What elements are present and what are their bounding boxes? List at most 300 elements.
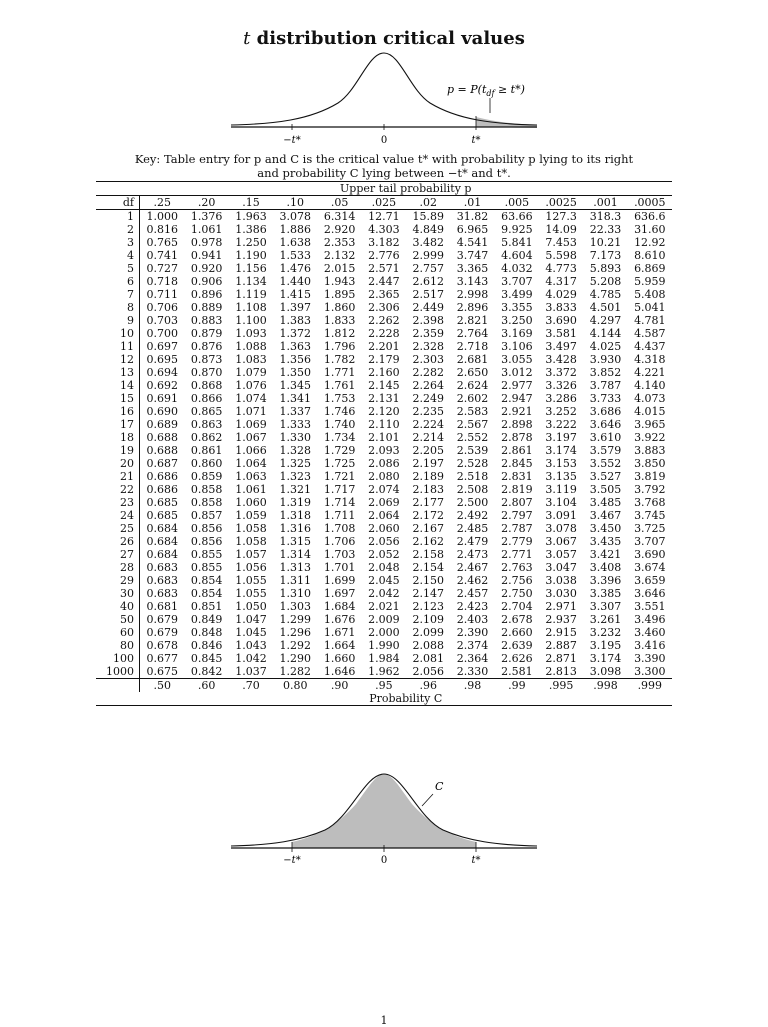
p-header-cell: .05 <box>317 196 361 210</box>
critical-value-cell: 1.771 <box>323 366 356 379</box>
table-row <box>96 392 672 405</box>
critical-value-cell: 3.482 <box>412 236 444 249</box>
critical-value-cell: 1.058 <box>235 535 267 548</box>
critical-value-cell: 1.321 <box>279 483 312 496</box>
critical-value-cell: 0.711 <box>146 288 178 301</box>
critical-value-cell: 2.500 <box>456 496 489 509</box>
critical-value-cell: 2.612 <box>412 275 444 288</box>
critical-value-cell: 3.106 <box>501 340 533 353</box>
c-footer-cell: .999 <box>628 679 672 693</box>
critical-value-cell: 5.041 <box>634 301 666 314</box>
critical-value-cell: 2.921 <box>501 405 533 418</box>
critical-value-cell: 2.264 <box>412 379 444 392</box>
critical-value-cell: 2.771 <box>501 548 533 561</box>
critical-value-cell: 3.326 <box>545 379 577 392</box>
critical-value-cell: 1.676 <box>323 613 356 626</box>
critical-value-cell: 14.09 <box>545 223 577 236</box>
critical-value-cell: 3.078 <box>273 210 317 224</box>
critical-value-cell: 4.029 <box>545 288 577 301</box>
critical-value-cell: 2.154 <box>412 561 444 574</box>
tail-probability-formula <box>447 83 525 98</box>
critical-value-cell: 2.056 <box>412 665 444 678</box>
critical-value-cell: 0.703 <box>146 314 178 327</box>
critical-value-cell: 0.849 <box>190 613 223 626</box>
critical-value-cell: 5.208 <box>589 275 622 288</box>
critical-value-cell: 1.963 <box>229 210 273 224</box>
critical-value-cell: 2.150 <box>412 574 444 587</box>
critical-value-cell: 3.659 <box>634 574 666 587</box>
table-row <box>96 301 672 314</box>
critical-value-cell: 22.33 <box>589 223 622 236</box>
critical-value-cell: 0.765 <box>146 236 178 249</box>
critical-value-cell: 2.861 <box>501 444 533 457</box>
critical-value-cell: 1.753 <box>323 392 356 405</box>
critical-value-cell: 1.943 <box>323 275 356 288</box>
critical-value-cell: 2.189 <box>412 470 444 483</box>
df-cell: 60 <box>96 626 140 639</box>
df-cell: 28 <box>96 561 140 574</box>
critical-value-cell: 1.056 <box>235 561 267 574</box>
table-row <box>96 535 672 548</box>
critical-value-cell: 3.261 <box>589 613 622 626</box>
df-cell: 80 <box>96 639 140 652</box>
p-header-cell: .01 <box>450 196 494 210</box>
critical-value-cell: 2.485 <box>456 522 489 535</box>
critical-value-cell: 1.711 <box>323 509 356 522</box>
critical-value-cell: 2.177 <box>412 496 444 509</box>
critical-value-cell: 1.043 <box>235 639 267 652</box>
critical-value-cell: 1.664 <box>323 639 356 652</box>
critical-value-cell: 2.224 <box>412 418 444 431</box>
critical-value-cell: 3.768 <box>634 496 666 509</box>
critical-value-cell: 1.042 <box>235 652 267 665</box>
critical-value-cell: 2.045 <box>368 574 400 587</box>
critical-value-cell: 1.761 <box>323 379 356 392</box>
critical-value-cell: 2.021 <box>368 600 400 613</box>
critical-value-cell: 0.855 <box>190 561 223 574</box>
table-row <box>96 379 672 392</box>
critical-value-cell: 3.646 <box>634 587 666 600</box>
critical-value-cell: 2.750 <box>501 587 533 600</box>
critical-value-cell: 3.850 <box>634 457 666 470</box>
critical-value-cell: 0.683 <box>146 587 178 600</box>
critical-value-cell: 1.190 <box>235 249 267 262</box>
critical-value-cell: 10.21 <box>589 236 622 249</box>
critical-value-cell: 1.134 <box>235 275 267 288</box>
critical-value-cell: 2.330 <box>456 665 489 678</box>
critical-value-cell: 2.214 <box>412 431 444 444</box>
critical-value-cell: 4.849 <box>412 223 444 236</box>
critical-value-cell: 2.364 <box>456 652 489 665</box>
critical-value-cell: 1.319 <box>279 496 312 509</box>
critical-value-cell: 2.473 <box>456 548 489 561</box>
table-row <box>96 431 672 444</box>
critical-value-cell: 2.937 <box>545 613 577 626</box>
critical-value-cell: 1.311 <box>279 574 312 587</box>
critical-value-cell: 0.906 <box>190 275 223 288</box>
critical-value-cell: 0.689 <box>146 418 178 431</box>
critical-value-cell: 0.691 <box>146 392 178 405</box>
critical-value-cell: 3.467 <box>589 509 622 522</box>
df-cell: 100 <box>96 652 140 665</box>
critical-value-cell: 1.071 <box>235 405 267 418</box>
critical-value-cell: 3.390 <box>634 652 666 665</box>
critical-value-cell: 3.104 <box>545 496 577 509</box>
df-cell: 22 <box>96 483 140 496</box>
critical-value-cell: 3.646 <box>589 418 622 431</box>
df-cell: 12 <box>96 353 140 366</box>
df-cell: 2 <box>96 223 140 236</box>
critical-value-cell: 3.496 <box>634 613 666 626</box>
critical-value-cell: 3.674 <box>634 561 666 574</box>
critical-value-cell: 2.015 <box>323 262 356 275</box>
critical-value-cell: 2.807 <box>501 496 533 509</box>
critical-value-cell: 2.678 <box>501 613 533 626</box>
critical-value-cell: 2.131 <box>368 392 400 405</box>
upper-tail-caption: Upper tail probability p <box>140 182 673 196</box>
critical-value-cell: 2.145 <box>368 379 400 392</box>
critical-value-cell: 2.681 <box>456 353 489 366</box>
critical-value-cell: 4.032 <box>501 262 533 275</box>
critical-value-cell: 1.721 <box>323 470 356 483</box>
formula-rest: ≥ t*) <box>494 83 525 96</box>
critical-value-cell: 2.626 <box>501 652 533 665</box>
critical-value-cell: 2.162 <box>412 535 444 548</box>
critical-value-cell: 3.428 <box>545 353 577 366</box>
critical-value-cell: 2.756 <box>501 574 533 587</box>
critical-value-cell: 2.704 <box>501 600 533 613</box>
critical-value-cell: 2.081 <box>412 652 444 665</box>
table-row <box>96 262 672 275</box>
critical-value-cell: 1.058 <box>235 522 267 535</box>
label-pos-t-bottom: t* <box>471 855 481 866</box>
critical-value-cell: 1.037 <box>235 665 267 678</box>
critical-value-cell: 2.390 <box>456 626 489 639</box>
critical-value-cell: 2.303 <box>412 353 444 366</box>
critical-value-cell: 2.492 <box>456 509 489 522</box>
critical-value-cell: 1.296 <box>279 626 312 639</box>
table-row <box>96 223 672 236</box>
critical-value-cell: 1.714 <box>323 496 356 509</box>
critical-value-cell: 1.895 <box>323 288 356 301</box>
critical-value-cell: 2.262 <box>368 314 400 327</box>
label-neg-t: −t* <box>283 135 301 146</box>
critical-value-cell: 2.567 <box>456 418 489 431</box>
table-row <box>96 444 672 457</box>
critical-value-cell: 1.069 <box>235 418 267 431</box>
critical-value-cell: 0.706 <box>146 301 178 314</box>
critical-value-cell: 3.222 <box>545 418 577 431</box>
c-footer-cell: .96 <box>406 679 450 693</box>
critical-value-cell: 2.009 <box>368 613 400 626</box>
df-cell: 7 <box>96 288 140 301</box>
critical-value-cell: 0.858 <box>190 483 223 496</box>
upper-caption-row <box>96 182 672 196</box>
c-pointer-line <box>422 794 433 806</box>
table-row <box>96 470 672 483</box>
footer-blank-cell <box>96 679 140 693</box>
critical-value-cell: 1.533 <box>279 249 312 262</box>
critical-value-cell: 0.687 <box>146 457 178 470</box>
p-header-row <box>96 196 672 210</box>
critical-value-cell: 1.646 <box>323 665 356 678</box>
critical-value-cell: 2.228 <box>368 327 400 340</box>
critical-value-cell: 2.093 <box>368 444 400 457</box>
critical-value-cell: 1.860 <box>323 301 356 314</box>
p-header-cell: .0025 <box>539 196 583 210</box>
central-area-figure <box>0 770 768 870</box>
critical-value-cell: 2.088 <box>412 639 444 652</box>
df-cell: 40 <box>96 600 140 613</box>
critical-value-cell: 7.173 <box>589 249 622 262</box>
critical-value-cell: 4.221 <box>634 366 666 379</box>
critical-value-cell: 0.679 <box>146 626 178 639</box>
df-cell: 16 <box>96 405 140 418</box>
critical-value-cell: 2.462 <box>456 574 489 587</box>
critical-value-cell: 1.990 <box>368 639 400 652</box>
p-header-cell: .15 <box>229 196 273 210</box>
critical-value-cell: 1.057 <box>235 548 267 561</box>
df-cell: 5 <box>96 262 140 275</box>
critical-value-cell: 2.306 <box>368 301 400 314</box>
critical-value-cell: 1.316 <box>279 522 312 535</box>
critical-value-cell: 2.167 <box>412 522 444 535</box>
critical-value-cell: 1.376 <box>185 210 229 224</box>
table-row <box>96 509 672 522</box>
critical-value-cell: 2.235 <box>412 405 444 418</box>
critical-value-cell: 4.781 <box>634 314 666 327</box>
critical-value-cell: 2.871 <box>545 652 577 665</box>
critical-value-cell: 2.282 <box>412 366 444 379</box>
critical-value-cell: 0.684 <box>146 548 178 561</box>
t-critical-values-table <box>96 181 672 706</box>
critical-value-cell: 31.82 <box>450 210 494 224</box>
critical-value-cell: 0.727 <box>146 262 178 275</box>
critical-value-cell: 0.856 <box>190 522 223 535</box>
critical-value-cell: 2.374 <box>456 639 489 652</box>
critical-value-cell: 1.290 <box>279 652 312 665</box>
critical-value-cell: 2.776 <box>368 249 400 262</box>
critical-value-cell: 3.707 <box>501 275 533 288</box>
critical-value-cell: 3.552 <box>589 457 622 470</box>
df-cell: 21 <box>96 470 140 483</box>
critical-value-cell: 3.527 <box>589 470 622 483</box>
df-cell: 18 <box>96 431 140 444</box>
critical-value-cell: 0.683 <box>146 561 178 574</box>
critical-value-cell: 3.057 <box>545 548 577 561</box>
p-header-cell: .005 <box>495 196 539 210</box>
critical-value-cell: 2.110 <box>368 418 400 431</box>
critical-value-cell: 4.437 <box>634 340 666 353</box>
critical-value-cell: 3.819 <box>634 470 666 483</box>
table-row <box>96 613 672 626</box>
critical-value-cell: 1.282 <box>279 665 312 678</box>
critical-value-cell: 2.132 <box>323 249 356 262</box>
critical-value-cell: 2.977 <box>501 379 533 392</box>
critical-value-cell: 1.345 <box>279 379 312 392</box>
critical-value-cell: 1.083 <box>235 353 267 366</box>
critical-value-cell: 0.686 <box>146 483 178 496</box>
critical-value-cell: 3.747 <box>456 249 489 262</box>
key-text <box>96 152 672 180</box>
critical-value-cell: 0.692 <box>146 379 178 392</box>
critical-value-cell: 7.453 <box>545 236 577 249</box>
critical-value-cell: 3.300 <box>634 665 666 678</box>
critical-value-cell: 2.056 <box>368 535 400 548</box>
critical-value-cell: 2.624 <box>456 379 489 392</box>
critical-value-cell: 0.686 <box>146 470 178 483</box>
critical-value-cell: 3.047 <box>545 561 577 574</box>
df-cell: 50 <box>96 613 140 626</box>
critical-value-cell: 5.598 <box>545 249 577 262</box>
critical-value-cell: 0.816 <box>146 223 178 236</box>
critical-value-cell: 1.984 <box>368 652 400 665</box>
table-row <box>96 405 672 418</box>
c-footer-cell: .50 <box>140 679 185 693</box>
critical-value-cell: 0.741 <box>146 249 178 262</box>
df-cell: 3 <box>96 236 140 249</box>
label-c: C <box>435 780 444 793</box>
critical-value-cell: 2.101 <box>368 431 400 444</box>
critical-value-cell: 3.182 <box>368 236 400 249</box>
table-row <box>96 314 672 327</box>
critical-value-cell: 3.930 <box>589 353 622 366</box>
critical-value-cell: 3.055 <box>501 353 533 366</box>
critical-value-cell: 0.842 <box>190 665 223 678</box>
critical-value-cell: 1.325 <box>279 457 312 470</box>
critical-value-cell: 1.476 <box>279 262 312 275</box>
critical-value-cell: 2.787 <box>501 522 533 535</box>
critical-value-cell: 0.978 <box>190 236 223 249</box>
df-cell: 23 <box>96 496 140 509</box>
critical-value-cell: 2.205 <box>412 444 444 457</box>
critical-value-cell: 1.310 <box>279 587 312 600</box>
critical-value-cell: 0.862 <box>190 431 223 444</box>
table-row <box>96 327 672 340</box>
critical-value-cell: 2.998 <box>456 288 489 301</box>
p-header-cell: .20 <box>185 196 229 210</box>
critical-value-cell: 2.064 <box>368 509 400 522</box>
critical-value-cell: 1.074 <box>235 392 267 405</box>
critical-value-cell: 1.341 <box>279 392 312 405</box>
critical-value-cell: 1.383 <box>279 314 312 327</box>
p-header-cell: .025 <box>362 196 406 210</box>
critical-value-cell: 3.579 <box>589 444 622 457</box>
df-cell: 8 <box>96 301 140 314</box>
critical-value-cell: 2.898 <box>501 418 533 431</box>
critical-value-cell: 4.604 <box>501 249 533 262</box>
critical-value-cell: 1.729 <box>323 444 356 457</box>
critical-value-cell: 3.174 <box>589 652 622 665</box>
critical-value-cell: 5.408 <box>634 288 666 301</box>
critical-value-cell: 0.858 <box>190 496 223 509</box>
central-shaded-area <box>292 774 476 848</box>
critical-value-cell: 3.792 <box>634 483 666 496</box>
critical-value-cell: 0.694 <box>146 366 178 379</box>
critical-value-cell: 4.773 <box>545 262 577 275</box>
critical-value-cell: 1.328 <box>279 444 312 457</box>
critical-value-cell: 2.920 <box>323 223 356 236</box>
critical-value-cell: 1.314 <box>279 548 312 561</box>
critical-value-cell: 3.883 <box>634 444 666 457</box>
critical-value-cell: 1.333 <box>279 418 312 431</box>
critical-value-cell: 0.688 <box>146 444 178 457</box>
critical-value-cell: 1.313 <box>279 561 312 574</box>
critical-value-cell: 0.857 <box>190 509 223 522</box>
critical-value-cell: 2.583 <box>456 405 489 418</box>
table-row <box>96 665 672 679</box>
critical-value-cell: 4.303 <box>368 223 400 236</box>
c-footer-cell: .98 <box>450 679 494 693</box>
formula-main: p = P(t <box>447 83 487 96</box>
critical-value-cell: 1.330 <box>279 431 312 444</box>
table-row <box>96 626 672 639</box>
critical-value-cell: 0.889 <box>190 301 223 314</box>
critical-value-cell: 3.610 <box>589 431 622 444</box>
critical-value-cell: 2.779 <box>501 535 533 548</box>
title-text: distribution critical values <box>256 28 525 49</box>
table-row <box>96 457 672 470</box>
critical-value-cell: 1.292 <box>279 639 312 652</box>
c-footer-row <box>96 679 672 693</box>
critical-value-cell: 4.541 <box>456 236 489 249</box>
critical-value-cell: 4.297 <box>589 314 622 327</box>
df-cell: 29 <box>96 574 140 587</box>
critical-value-cell: 1.706 <box>323 535 356 548</box>
critical-value-cell: 3.250 <box>501 314 533 327</box>
critical-value-cell: 3.745 <box>634 509 666 522</box>
critical-value-cell: 9.925 <box>501 223 533 236</box>
table-row <box>96 236 672 249</box>
df-cell: 6 <box>96 275 140 288</box>
table-row <box>96 548 672 561</box>
critical-value-cell: 0.675 <box>146 665 178 678</box>
critical-value-cell: 2.158 <box>412 548 444 561</box>
critical-value-cell: 2.602 <box>456 392 489 405</box>
critical-value-cell: 2.099 <box>412 626 444 639</box>
c-footer-cell: .95 <box>362 679 406 693</box>
critical-value-cell: 1.059 <box>235 509 267 522</box>
critical-value-cell: 0.681 <box>146 600 178 613</box>
critical-value-cell: 2.915 <box>545 626 577 639</box>
critical-value-cell: 0.855 <box>190 548 223 561</box>
critical-value-cell: 0.866 <box>190 392 223 405</box>
critical-value-cell: 0.677 <box>146 652 178 665</box>
critical-value-cell: 3.030 <box>545 587 577 600</box>
critical-value-cell: 1.746 <box>323 405 356 418</box>
critical-value-cell: 0.679 <box>146 613 178 626</box>
critical-value-cell: 1.699 <box>323 574 356 587</box>
critical-value-cell: 1.796 <box>323 340 356 353</box>
critical-value-cell: 6.314 <box>317 210 361 224</box>
table-row <box>96 210 672 224</box>
label-pos-t: t* <box>471 135 481 146</box>
critical-value-cell: 1.350 <box>279 366 312 379</box>
critical-value-cell: 1.156 <box>235 262 267 275</box>
critical-value-cell: 2.249 <box>412 392 444 405</box>
critical-value-cell: 0.685 <box>146 509 178 522</box>
critical-value-cell: 1.303 <box>279 600 312 613</box>
critical-value-cell: 0.865 <box>190 405 223 418</box>
c-footer-cell: .99 <box>495 679 539 693</box>
critical-value-cell: 3.143 <box>456 275 489 288</box>
critical-value-cell: 1.734 <box>323 431 356 444</box>
p-header-cell: .10 <box>273 196 317 210</box>
critical-value-cell: 2.947 <box>501 392 533 405</box>
p-header-cell: .001 <box>583 196 627 210</box>
page-number: 1 <box>380 1014 388 1027</box>
critical-value-cell: 3.460 <box>634 626 666 639</box>
